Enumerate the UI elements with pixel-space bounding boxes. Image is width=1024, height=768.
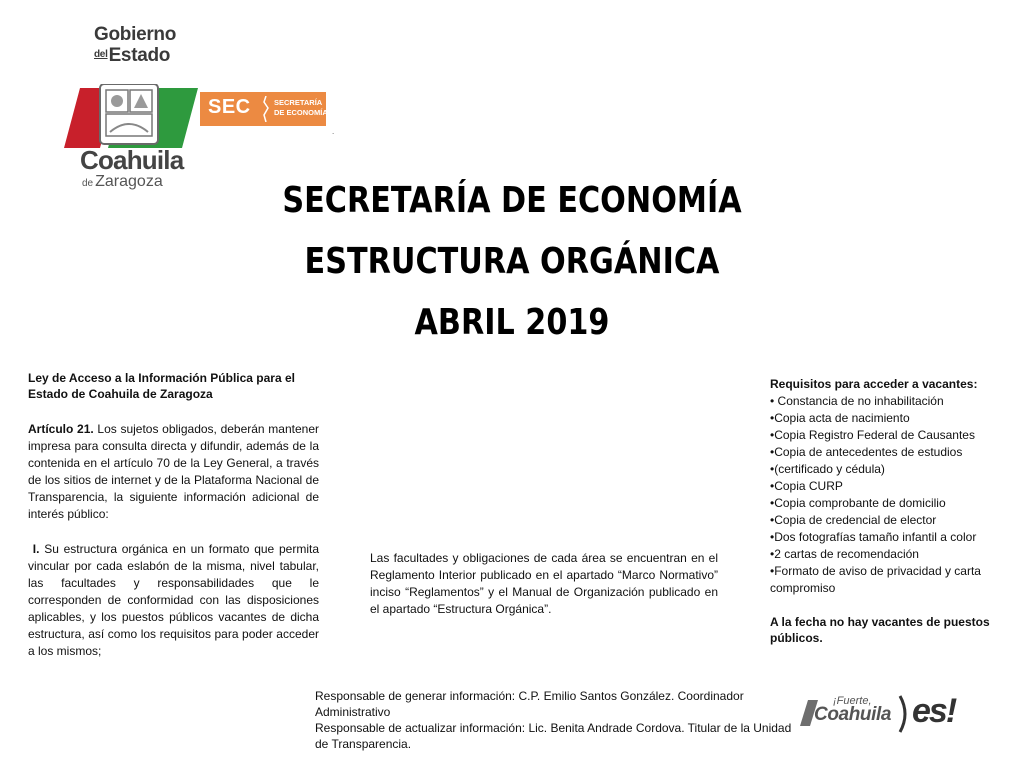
state-crest-logo: [64, 84, 198, 148]
footer-line-1: Responsable de generar información: C.P. Emilio Santos González. Coordinador Administrativo: [315, 689, 744, 719]
estado-label: Estado: [108, 45, 171, 66]
page-title: [0, 170, 1024, 353]
responsables-footer: [315, 688, 805, 752]
coahuila-label: Coahuila: [80, 145, 184, 175]
clause-text: Su estructura orgánica en un formato que permita vincular por cada eslabón de la misma, nivel tabular, las facultades y responsabilidades que le corresponden de conformidad con las disposiciones aplicables, y los puestos públicos vacantes de dicha estructura, así como los requisitos para poder acceder a los mismos;: [28, 542, 319, 658]
del-label: del: [94, 49, 108, 60]
de-label: de: [82, 178, 94, 189]
title-line-2: ESTRUCTURA ORGÁNICA: [304, 241, 720, 282]
requirement-item: •Copia de credencial de elector: [770, 513, 937, 527]
title-line-1: SECRETARÍA DE ECONOMÍA: [282, 180, 742, 221]
requirement-item: •Copia comprobante de domicilio: [770, 496, 946, 510]
requirement-item: •Dos fotografías tamaño infantil a color: [770, 530, 977, 544]
title-line-3: ABRIL 2019: [414, 302, 610, 343]
footer-line-2: Responsable de actualizar información: Lic. Benita Andrade Cordova. Titular de la Unidad de Transparencia.: [315, 721, 792, 751]
requirement-item: •Formato de aviso de privacidad y carta compromiso: [770, 564, 981, 595]
slogan-bracket-icon: [897, 694, 911, 734]
law-heading: Ley de Acceso a la Información Pública para el Estado de Coahuila de Zaragoza: [28, 371, 295, 401]
no-vacancies-note: A la fecha no hay vacantes de puestos públicos.: [770, 615, 990, 645]
sec-acronym: SEC: [208, 96, 251, 118]
logo-dot: .: [332, 127, 335, 136]
requirement-item: •Copia CURP: [770, 479, 843, 493]
article-21-paragraph: [28, 421, 319, 523]
clause-label: I.: [32, 542, 40, 556]
sec-divider-icon: [262, 96, 270, 122]
requirement-item: •Copia acta de nacimiento: [770, 411, 910, 425]
zaragoza-text: Zaragoza: [95, 173, 163, 190]
slogan-es: es!: [912, 692, 956, 730]
requirements-list: [770, 376, 992, 597]
article-label: Artículo 21.: [28, 422, 94, 436]
clause-i-paragraph: [28, 541, 319, 660]
crest-sun: [111, 95, 123, 107]
slogan-fuerte: ¡Fuerte,: [833, 695, 872, 707]
gobierno-label: Gobierno: [94, 24, 177, 45]
faculties-paragraph: Las facultades y obligaciones de cada área se encuentran en el Reglamento Interior publicado en el apartado “Marco Normativo” inciso “Reglamentos” y el Manual de Organización publicado en el apartado “Estructura Orgánica”.: [370, 551, 718, 616]
requirement-item: •Copia Registro Federal de Causantes: [770, 428, 975, 442]
slogan-coahuila: Coahuila: [814, 704, 892, 725]
requirement-item: •Copia de antecedentes de estudios: [770, 445, 963, 459]
article-text: Los sujetos obligados, deberán mantener impresa para consulta directa y difundir, además de la contenida en el artículo 70 de la Ley General, a través de los sitios de internet y de la Plataforma Nacional de Transparencia, la siguiente información adicional de interés público:: [28, 422, 319, 521]
requirement-item: •2 cartas de recomendación: [770, 547, 919, 561]
sec-subtitle-2: DE ECONOMÍA: [274, 108, 328, 117]
del-estado-label: [94, 45, 170, 67]
requirement-item: • Constancia de no inhabilitación: [770, 394, 944, 408]
requirement-item: •(certificado y cédula): [770, 462, 885, 476]
sec-subtitle-1: SECRETARÍA: [274, 98, 323, 107]
requirements-title: Requisitos para acceder a vacantes:: [770, 377, 978, 391]
